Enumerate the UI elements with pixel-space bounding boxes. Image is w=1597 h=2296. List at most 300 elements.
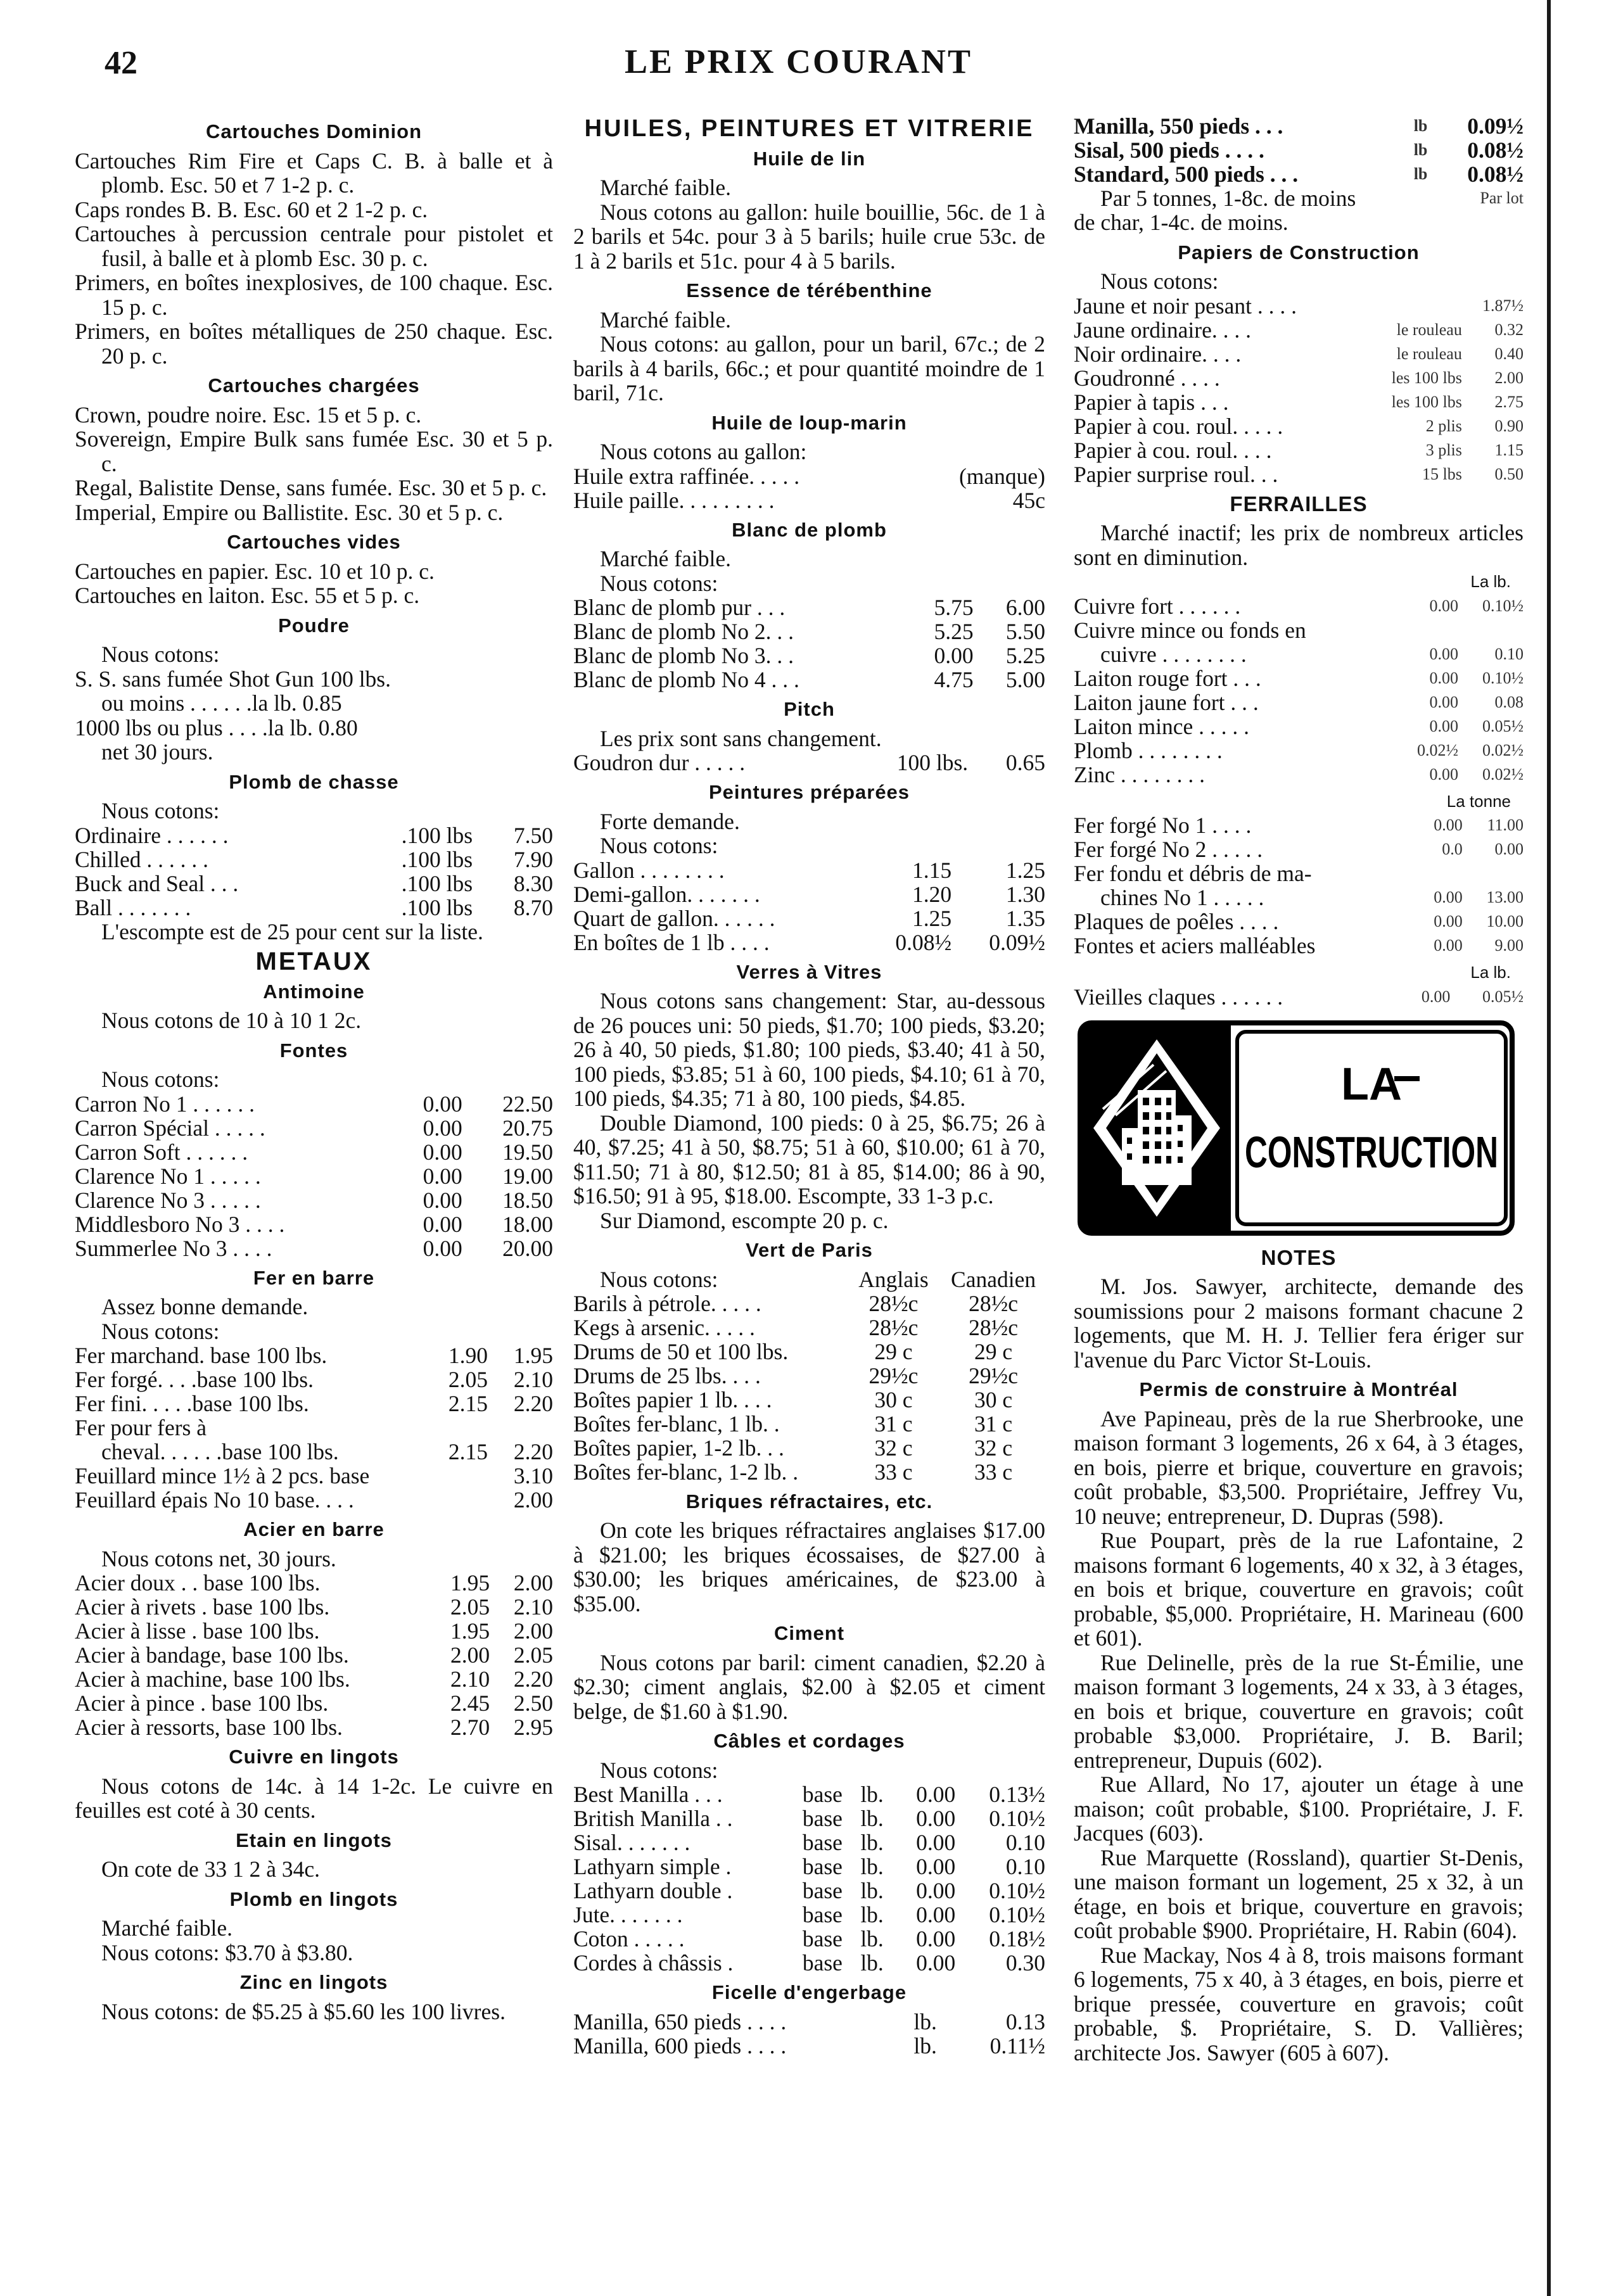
row-price: 1.25 [912, 905, 952, 931]
text-line: Rue Allard, No 17, ajouter un étage à une maison; coût probable, $100. Propriétaire, J. F. Jacques (603). [1074, 1772, 1524, 1846]
table-row [573, 464, 1045, 488]
text-line: Nous cotons de 14c. à 14 1-2c. Le cuivre en feuilles est coté à 30 cents. [75, 1773, 553, 1823]
row-price: 0.65 [1005, 750, 1045, 775]
row-unit: les 100 lbs [1391, 368, 1462, 387]
row-price: 30 c [874, 1386, 913, 1412]
text-line: Nous cotons par baril: ciment canadien, $2.20 à $2.30; ciment anglais, $2.00 à $2.05 et ciment belge, de $1.60 à $1.90. [573, 1649, 1045, 1724]
row-price: 0.00 [916, 1902, 956, 1927]
section-heading: Fontes [279, 1039, 348, 1062]
row-unit: lb. [913, 2033, 937, 2058]
row-price: 0.0 [1442, 840, 1463, 858]
row-label: Drums de 25 lbs. . . . [573, 1362, 761, 1388]
row-unit: le rouleau [1396, 344, 1462, 363]
row-price: 0.10½ [989, 1902, 1045, 1927]
row-price: 0.00 [916, 1926, 956, 1951]
row-price: 29 c [874, 1338, 913, 1364]
page-number: 42 [105, 45, 137, 81]
row-price: 1.95 [450, 1618, 490, 1644]
row-price: 2.20 [513, 1666, 553, 1692]
row-label: Acier à pince . base 100 lbs. [75, 1690, 329, 1716]
table-row [573, 1806, 1045, 1830]
text-line: Cartouches à percussion centrale pour pistolet et fusil, à balle et à plomb Esc. 30 p. c. [75, 221, 553, 271]
section-heading: Permis de construire à Montréal [1139, 1378, 1458, 1400]
text-line: Nous cotons: [600, 833, 718, 858]
price-table [1074, 985, 1524, 1009]
row-price: 0.00 [1429, 644, 1458, 663]
row-price: 13.00 [1486, 888, 1524, 906]
row-price: 1.35 [1005, 905, 1045, 931]
row-price [1463, 861, 1524, 885]
section-heading: Essence de térébenthine [686, 279, 932, 301]
row-label: Goudron dur . . . . . [573, 750, 746, 775]
row-unit: lb. [860, 1806, 884, 1831]
table-row [75, 896, 553, 920]
row-unit: .100 lbs [401, 846, 473, 872]
row-price: 28½c [969, 1290, 1018, 1316]
row-price: 0.13 [1005, 2008, 1045, 2034]
price-table [75, 1092, 553, 1260]
table-row [573, 1855, 1045, 1879]
text-line: Rue Delinelle, près de la rue St-Émilie, une maison formant 3 logements, 24 x 33, à 3 étages, en bois et brique, couverture en gravois; coût probable $3,000. Propriétaire, J. B. Baril; entrepreneur, Dupuis (602). [1074, 1649, 1524, 1773]
row-label: Manilla, 600 pieds . . . . [573, 2033, 787, 2058]
section-heading: Huile de lin [753, 147, 866, 170]
row-label: Boîtes papier 1 lb. . . . [573, 1386, 772, 1412]
row-price: 0.00 [916, 1782, 956, 1807]
row-label: Sisal. . . . . . . [573, 1830, 690, 1855]
table-row [573, 1951, 1045, 1975]
row-price: 1.95 [450, 1570, 490, 1595]
text-line: Nous cotons: [101, 1067, 220, 1092]
row-price: 2.00 [513, 1570, 553, 1595]
table-row [1074, 318, 1524, 342]
table-row [75, 1343, 553, 1367]
row-price: 2.00 [1494, 368, 1524, 387]
table-row [75, 1619, 553, 1643]
row-price: 0.00 [916, 1878, 956, 1903]
row-price: 1.15 [912, 857, 952, 883]
column-3 [1074, 114, 1524, 2065]
row-price: 1.15 [1494, 440, 1524, 459]
text-line: Nous cotons: [600, 570, 718, 596]
text-line: Regal, Balistite Dense, sans fumée. Esc. 30 et 5 p. c. [75, 475, 547, 500]
text-line: Rue Poupart, près de la rue Lafontaine, 2 maisons formant 6 logements, 40 x 32, à 3 étages, en bois et brique, couverture en gravois; coût probable, $5,000. Propriétaire, H. Marineau (600 et 601). [1074, 1528, 1524, 1651]
table-row [573, 668, 1045, 692]
price-table [573, 751, 1045, 775]
row-label: Fer fondu et débris de ma- [1074, 861, 1312, 886]
row-price: 18.50 [502, 1187, 553, 1213]
table-row [573, 1879, 1045, 1903]
row-price: 31 c [974, 1411, 1013, 1437]
text-line: Sovereign, Empire Bulk sans fumée Esc. 30 et 5 p. c. [75, 426, 553, 476]
row-label: Papier à cou. roul. . . . [1074, 437, 1272, 463]
row-price: 0.00 [1434, 912, 1463, 930]
row-label: Blanc de plomb No 4 . . . [573, 667, 799, 692]
section-heading: Cuivre en lingots [229, 1746, 399, 1768]
row-price: 2.10 [513, 1594, 553, 1620]
row-label: Papier surprise roul. . . [1074, 461, 1278, 487]
row-price: 11.00 [1487, 816, 1524, 834]
row-price: 0.00 [1429, 716, 1458, 735]
text-line: Marché inactif; les prix de nombreux articles sont en diminution. [1074, 520, 1524, 570]
price-table [573, 858, 1045, 955]
row-price: 6.00 [1005, 595, 1045, 620]
table-row [1074, 618, 1524, 642]
row-label: Fer forgé. . . .base 100 lbs. [75, 1367, 314, 1392]
row-label: Plomb . . . . . . . . [1074, 737, 1223, 763]
row-unit: lb [1413, 165, 1428, 183]
row-price: 1.30 [1005, 881, 1045, 907]
row-price: 0.05½ [1482, 716, 1524, 735]
row-price: 0.00 [1434, 888, 1463, 906]
table-row [573, 1388, 1045, 1412]
table-row [573, 2034, 1045, 2058]
row-price: 45c [1012, 487, 1045, 513]
row-price: 7.50 [513, 822, 553, 848]
row-unit: Par lot [1480, 189, 1524, 207]
row-price: 0.05½ [1482, 987, 1524, 1006]
section-heading: Fer en barre [253, 1266, 375, 1289]
row-price: 0.00 [423, 1187, 462, 1213]
page-title: LE PRIX COURANT [624, 42, 973, 80]
row-label: Nous cotons: [600, 1266, 718, 1292]
row-price: 0.00 [423, 1091, 462, 1117]
table-row [1074, 739, 1524, 763]
row-label: Boîtes fer-blanc, 1-2 lb. . [573, 1459, 799, 1485]
row-price: 29½c [969, 1362, 1018, 1388]
section-heading: Pitch [784, 698, 835, 720]
row-price: 0.00 [423, 1139, 462, 1165]
row-unit: .100 lbs [401, 822, 473, 848]
text-line: 1000 lbs ou plus . . . .la lb. 0.80 [75, 714, 358, 740]
table-row [1074, 885, 1524, 910]
table-row [573, 858, 1045, 882]
row-unit: 100 lbs. [896, 750, 969, 775]
row-unit: le rouleau [1396, 320, 1462, 339]
row-price: 5.25 [934, 619, 974, 644]
unit-label: La lb. [1470, 963, 1511, 982]
table-row [75, 1392, 553, 1416]
table-row [573, 1412, 1045, 1436]
row-price: 8.30 [513, 870, 553, 896]
table-row [1074, 390, 1524, 414]
section-heading: NOTES [1261, 1245, 1337, 1269]
row-price: 29½c [868, 1362, 919, 1388]
text-line: On cote de 33 1 2 à 34c. [101, 1856, 321, 1882]
row-label: Lathyarn double . [573, 1878, 733, 1903]
row-label: Laiton jaune fort . . . [1074, 689, 1259, 715]
row-label: Middlesboro No 3 . . . . [75, 1211, 285, 1237]
price-table [75, 823, 553, 920]
text-line: L'escompte est de 25 pour cent sur la liste. [101, 918, 483, 944]
row-price: 0.18½ [989, 1926, 1045, 1951]
row-price: 0.32 [1494, 320, 1524, 339]
row-label: Jute. . . . . . . [573, 1902, 683, 1927]
text-line: Primers, en boîtes inexplosives, de 100 chaque. Esc. 15 p. c. [75, 270, 553, 320]
price-table [573, 464, 1045, 512]
row-label: Clarence No 1 . . . . . [75, 1163, 261, 1189]
price-table [1074, 294, 1524, 486]
text-line: S. S. sans fumée Shot Gun 100 lbs. [75, 666, 391, 692]
row-price: 30 c [974, 1386, 1013, 1412]
row-base: base [802, 1806, 843, 1831]
row-label: Plaques de poêles . . . . [1074, 909, 1279, 934]
row-price [1393, 618, 1458, 642]
table-row [573, 1436, 1045, 1460]
row-price: 2.10 [450, 1666, 490, 1692]
row-price: 0.00 [1429, 668, 1458, 687]
row-label: Blanc de plomb No 2. . . [573, 619, 794, 644]
row-label: Sisal, 500 pieds . . . . [1074, 137, 1264, 163]
row-price: 2.10 [513, 1367, 553, 1392]
row-unit: lb. [913, 2008, 937, 2034]
row-label: Noir ordinaire. . . . [1074, 341, 1242, 367]
row-base: base [802, 1878, 843, 1903]
table-row [1074, 690, 1524, 714]
row-label: Fer pour fers à [75, 1415, 207, 1440]
row-price: 0.00 [1429, 596, 1458, 615]
row-label: Laiton rouge fort . . . [1074, 665, 1261, 691]
row-label: Barils à pétrole. . . . . [573, 1290, 761, 1316]
page-edge [1547, 0, 1551, 2296]
table-row [75, 1188, 553, 1212]
row-label: Fer forgé No 1 . . . . [1074, 813, 1252, 838]
row-unit: 15 lbs [1422, 464, 1462, 483]
table-row [1074, 366, 1524, 390]
row-price: 0.00 [934, 643, 974, 668]
text-line: Par 5 tonnes, 1-8c. de moins [1100, 186, 1356, 211]
text-line: Nous cotons: [101, 798, 220, 823]
text-line: Nous cotons: [101, 642, 220, 667]
table-row [573, 488, 1045, 512]
text-line: Nous cotons: [101, 1318, 220, 1344]
row-price: 5.50 [1005, 619, 1045, 644]
table-row [75, 1236, 553, 1260]
row-base: base [802, 1926, 843, 1951]
row-unit: lb. [860, 1902, 884, 1927]
row-price: 8.70 [513, 894, 553, 920]
table-row [1074, 186, 1524, 210]
row-label: Ball . . . . . . . [75, 894, 191, 920]
text-line: Marché faible. [600, 175, 731, 200]
row-price: 20.75 [502, 1115, 553, 1141]
text-line: de char, 1-4c. de moins. [1074, 210, 1288, 235]
table-header-row [573, 1267, 1045, 1291]
table-row [1074, 934, 1524, 958]
text-line: Ave Papineau, près de la rue Sherbrooke, une maison formant 3 logements, 26 x 64, à 3 étages, en bois, pierre et brique, couverture en gravois; coût probable, $3,500. Propriétaire, Jeffrey Vu, 10 neuve; entrepreneur, D. Dupras (598). [1074, 1405, 1524, 1529]
row-label: Laiton mince . . . . . [1074, 713, 1250, 739]
row-price: 2.75 [1494, 392, 1524, 411]
row-price: 0.40 [1494, 344, 1524, 363]
table-row [75, 1571, 553, 1595]
table-row [75, 1691, 553, 1715]
row-price: 5.00 [1005, 667, 1045, 692]
row-label: Clarence No 3 . . . . . [75, 1187, 261, 1213]
row-label: Kegs à arsenic. . . . . [573, 1314, 755, 1340]
row-price: 0.00 [1434, 936, 1463, 955]
row-price: 0.10 [1005, 1830, 1045, 1855]
row-price: 0.00 [1434, 816, 1463, 834]
row-price: 2.00 [450, 1642, 490, 1668]
price-table [573, 1782, 1045, 1975]
row-label: British Manilla . . [573, 1806, 733, 1831]
row-label: cheval. . . . . .base 100 lbs. [101, 1439, 339, 1464]
row-price: 10.00 [1486, 912, 1524, 930]
row-label: Feuillard épais No 10 base. . . . [75, 1487, 354, 1513]
row-label: Acier à bandage, base 100 lbs. [75, 1642, 349, 1668]
row-price: 0.09½ [1467, 113, 1524, 139]
row-price: 2.70 [450, 1715, 490, 1740]
text-line: Cartouches en laiton. Esc. 55 et 5 p. c. [75, 583, 420, 608]
unit-label: La tonne [1446, 791, 1511, 811]
row-price: 7.90 [513, 846, 553, 872]
row-unit: les 100 lbs [1391, 392, 1462, 411]
table-row [573, 1291, 1045, 1316]
row-price: 5.25 [1005, 643, 1045, 668]
row-label: Quart de gallon. . . . . . [573, 905, 775, 931]
row-price: 0.00 [916, 1806, 956, 1831]
row-label: Papier à cou. roul. . . . . [1074, 413, 1283, 439]
section-heading: Peintures préparées [708, 781, 910, 803]
table-row [75, 1092, 553, 1116]
row-price: 0.50 [1494, 464, 1524, 483]
table-row [573, 930, 1045, 955]
table-row [1074, 114, 1524, 138]
row-price: 2.45 [450, 1690, 490, 1716]
table-row [1074, 162, 1524, 186]
row-price: 33 c [974, 1459, 1013, 1485]
section-heading: FERRAILLES [1230, 492, 1368, 516]
row-price: 2.05 [448, 1367, 488, 1392]
table-row [75, 1116, 553, 1140]
row-price: 0.00 [423, 1163, 462, 1189]
table-row [1074, 837, 1524, 861]
table-row [75, 1643, 553, 1667]
section-heading: Ficelle d'engerbage [711, 1981, 907, 2003]
row-unit: .100 lbs [401, 870, 473, 896]
la-construction-logo [1078, 1020, 1515, 1236]
section-heading: Etain en lingots [236, 1829, 392, 1851]
row-price: 4.75 [934, 667, 974, 692]
text-line: Nous cotons: [600, 1757, 718, 1783]
row-base: base [802, 1854, 843, 1879]
table-row [1074, 294, 1524, 318]
row-label: Boîtes fer-blanc, 1 lb. . [573, 1411, 780, 1437]
row-price: 0.00 [1429, 692, 1458, 711]
table-row [75, 1367, 553, 1392]
row-price: 0.08½ [895, 929, 952, 955]
row-label: Carron Soft . . . . . . [75, 1139, 248, 1165]
row-label: Drums de 50 et 100 lbs. [573, 1338, 789, 1364]
table-row [75, 847, 553, 872]
price-table [573, 595, 1045, 692]
row-label: Standard, 500 pieds . . . [1074, 162, 1299, 187]
row-price: 0.00 [423, 1211, 462, 1237]
table-row [573, 644, 1045, 668]
text-line: Nous cotons: $3.70 à $3.80. [101, 1939, 353, 1965]
row-label: Huile extra raffinée. . . . . [573, 463, 800, 489]
row-label: cuivre . . . . . . . . [1100, 641, 1247, 667]
table-row [1074, 910, 1524, 934]
row-unit: lb. [860, 1878, 884, 1903]
table-row [1074, 666, 1524, 690]
row-price: 0.13½ [989, 1782, 1045, 1807]
row-price: 2.95 [513, 1715, 553, 1740]
table-row [1074, 763, 1524, 787]
table-row [573, 1782, 1045, 1806]
row-label: Summerlee No 3 . . . . [75, 1235, 272, 1261]
logo-word-construction: CONSTRUCTION [1245, 1127, 1498, 1177]
row-price: 3.10 [513, 1463, 553, 1488]
price-table [573, 2010, 1045, 2058]
section-heading: Briques réfractaires, etc. [685, 1490, 933, 1513]
section-heading: Acier en barre [243, 1518, 385, 1540]
row-label: Zinc . . . . . . . . [1074, 761, 1206, 787]
row-price: 2.20 [513, 1391, 553, 1416]
row-price: 0.09½ [989, 929, 1045, 955]
row-label: Feuillard mince 1½ à 2 pcs. base [75, 1463, 370, 1488]
row-price: 1.90 [448, 1343, 488, 1368]
section-heading: Zinc en lingots [239, 1971, 388, 1993]
text-line: Nous cotons de 10 à 10 1 2c. [101, 1008, 362, 1033]
table-row [1074, 985, 1524, 1009]
table-row [1074, 438, 1524, 462]
row-base: base [802, 1782, 843, 1807]
table-row [573, 1364, 1045, 1388]
row-label: Acier à lisse . base 100 lbs. [75, 1618, 320, 1644]
section-heading: Cartouches vides [227, 531, 401, 553]
text-line: Nous cotons au gallon: huile bouillie, 56c. de 1 à 2 barils et 54c. pour 3 à 5 barils; huile crue 53c. de 1 à 2 barils et 51c. pour 4 à 5 barils. [573, 199, 1045, 274]
column-2 [573, 114, 1045, 2058]
section-heading: Plomb en lingots [229, 1887, 398, 1910]
section-heading: Papiers de Construction [1178, 241, 1420, 263]
row-price: 0.10½ [989, 1878, 1045, 1903]
row-unit [1363, 294, 1462, 318]
section-heading: Vert de Paris [746, 1239, 873, 1261]
row-price [1458, 618, 1524, 642]
row-unit: lb. [860, 1830, 884, 1855]
row-price: 9.00 [1494, 936, 1524, 955]
row-label: Fontes et aciers malléables [1074, 933, 1316, 958]
row-price: 0.00 [1429, 764, 1458, 783]
row-label: Goudronné . . . . [1074, 365, 1220, 391]
table-row [573, 595, 1045, 619]
row-price: 19.50 [502, 1139, 553, 1165]
row-label: Ordinaire . . . . . . [75, 822, 229, 848]
section-heading: Ciment [773, 1622, 845, 1644]
text-line: Marché faible. [600, 546, 731, 571]
row-label: Best Manilla . . . [573, 1782, 723, 1807]
row-unit: lb. [860, 1950, 884, 1976]
row-label: Buck and Seal . . . [75, 870, 239, 896]
text-line: Nous cotons net, 30 jours. [101, 1545, 336, 1571]
row-label: Fer forgé No 2 . . . . . [1074, 837, 1263, 862]
row-label: Jaune ordinaire. . . . [1074, 317, 1251, 343]
row-price: 0.08½ [1467, 137, 1524, 163]
text-line: Marché faible. [101, 1915, 232, 1941]
table-row [1074, 138, 1524, 162]
text-line: Crown, poudre noire. Esc. 15 et 5 p. c. [75, 402, 422, 428]
row-unit: 2 plis [1425, 416, 1462, 435]
text-line: Imperial, Empire ou Ballistite. Esc. 30 et 5 p. c. [75, 499, 504, 525]
row-label: Fer fini. . . . .base 100 lbs. [75, 1391, 309, 1416]
row-price: 0.00 [423, 1115, 462, 1141]
section-heading: METAUX [255, 948, 372, 975]
text-line: net 30 jours. [101, 739, 213, 764]
row-price: 0.00 [1421, 987, 1451, 1006]
price-table [1074, 186, 1524, 210]
text-line: On cote les briques réfractaires anglaises $17.00 à $21.00; les briques écossaises, de $27.00 à $30.00; les briques américaines, de $23.00 à $35.00. [573, 1518, 1045, 1616]
table-row [573, 1460, 1045, 1484]
